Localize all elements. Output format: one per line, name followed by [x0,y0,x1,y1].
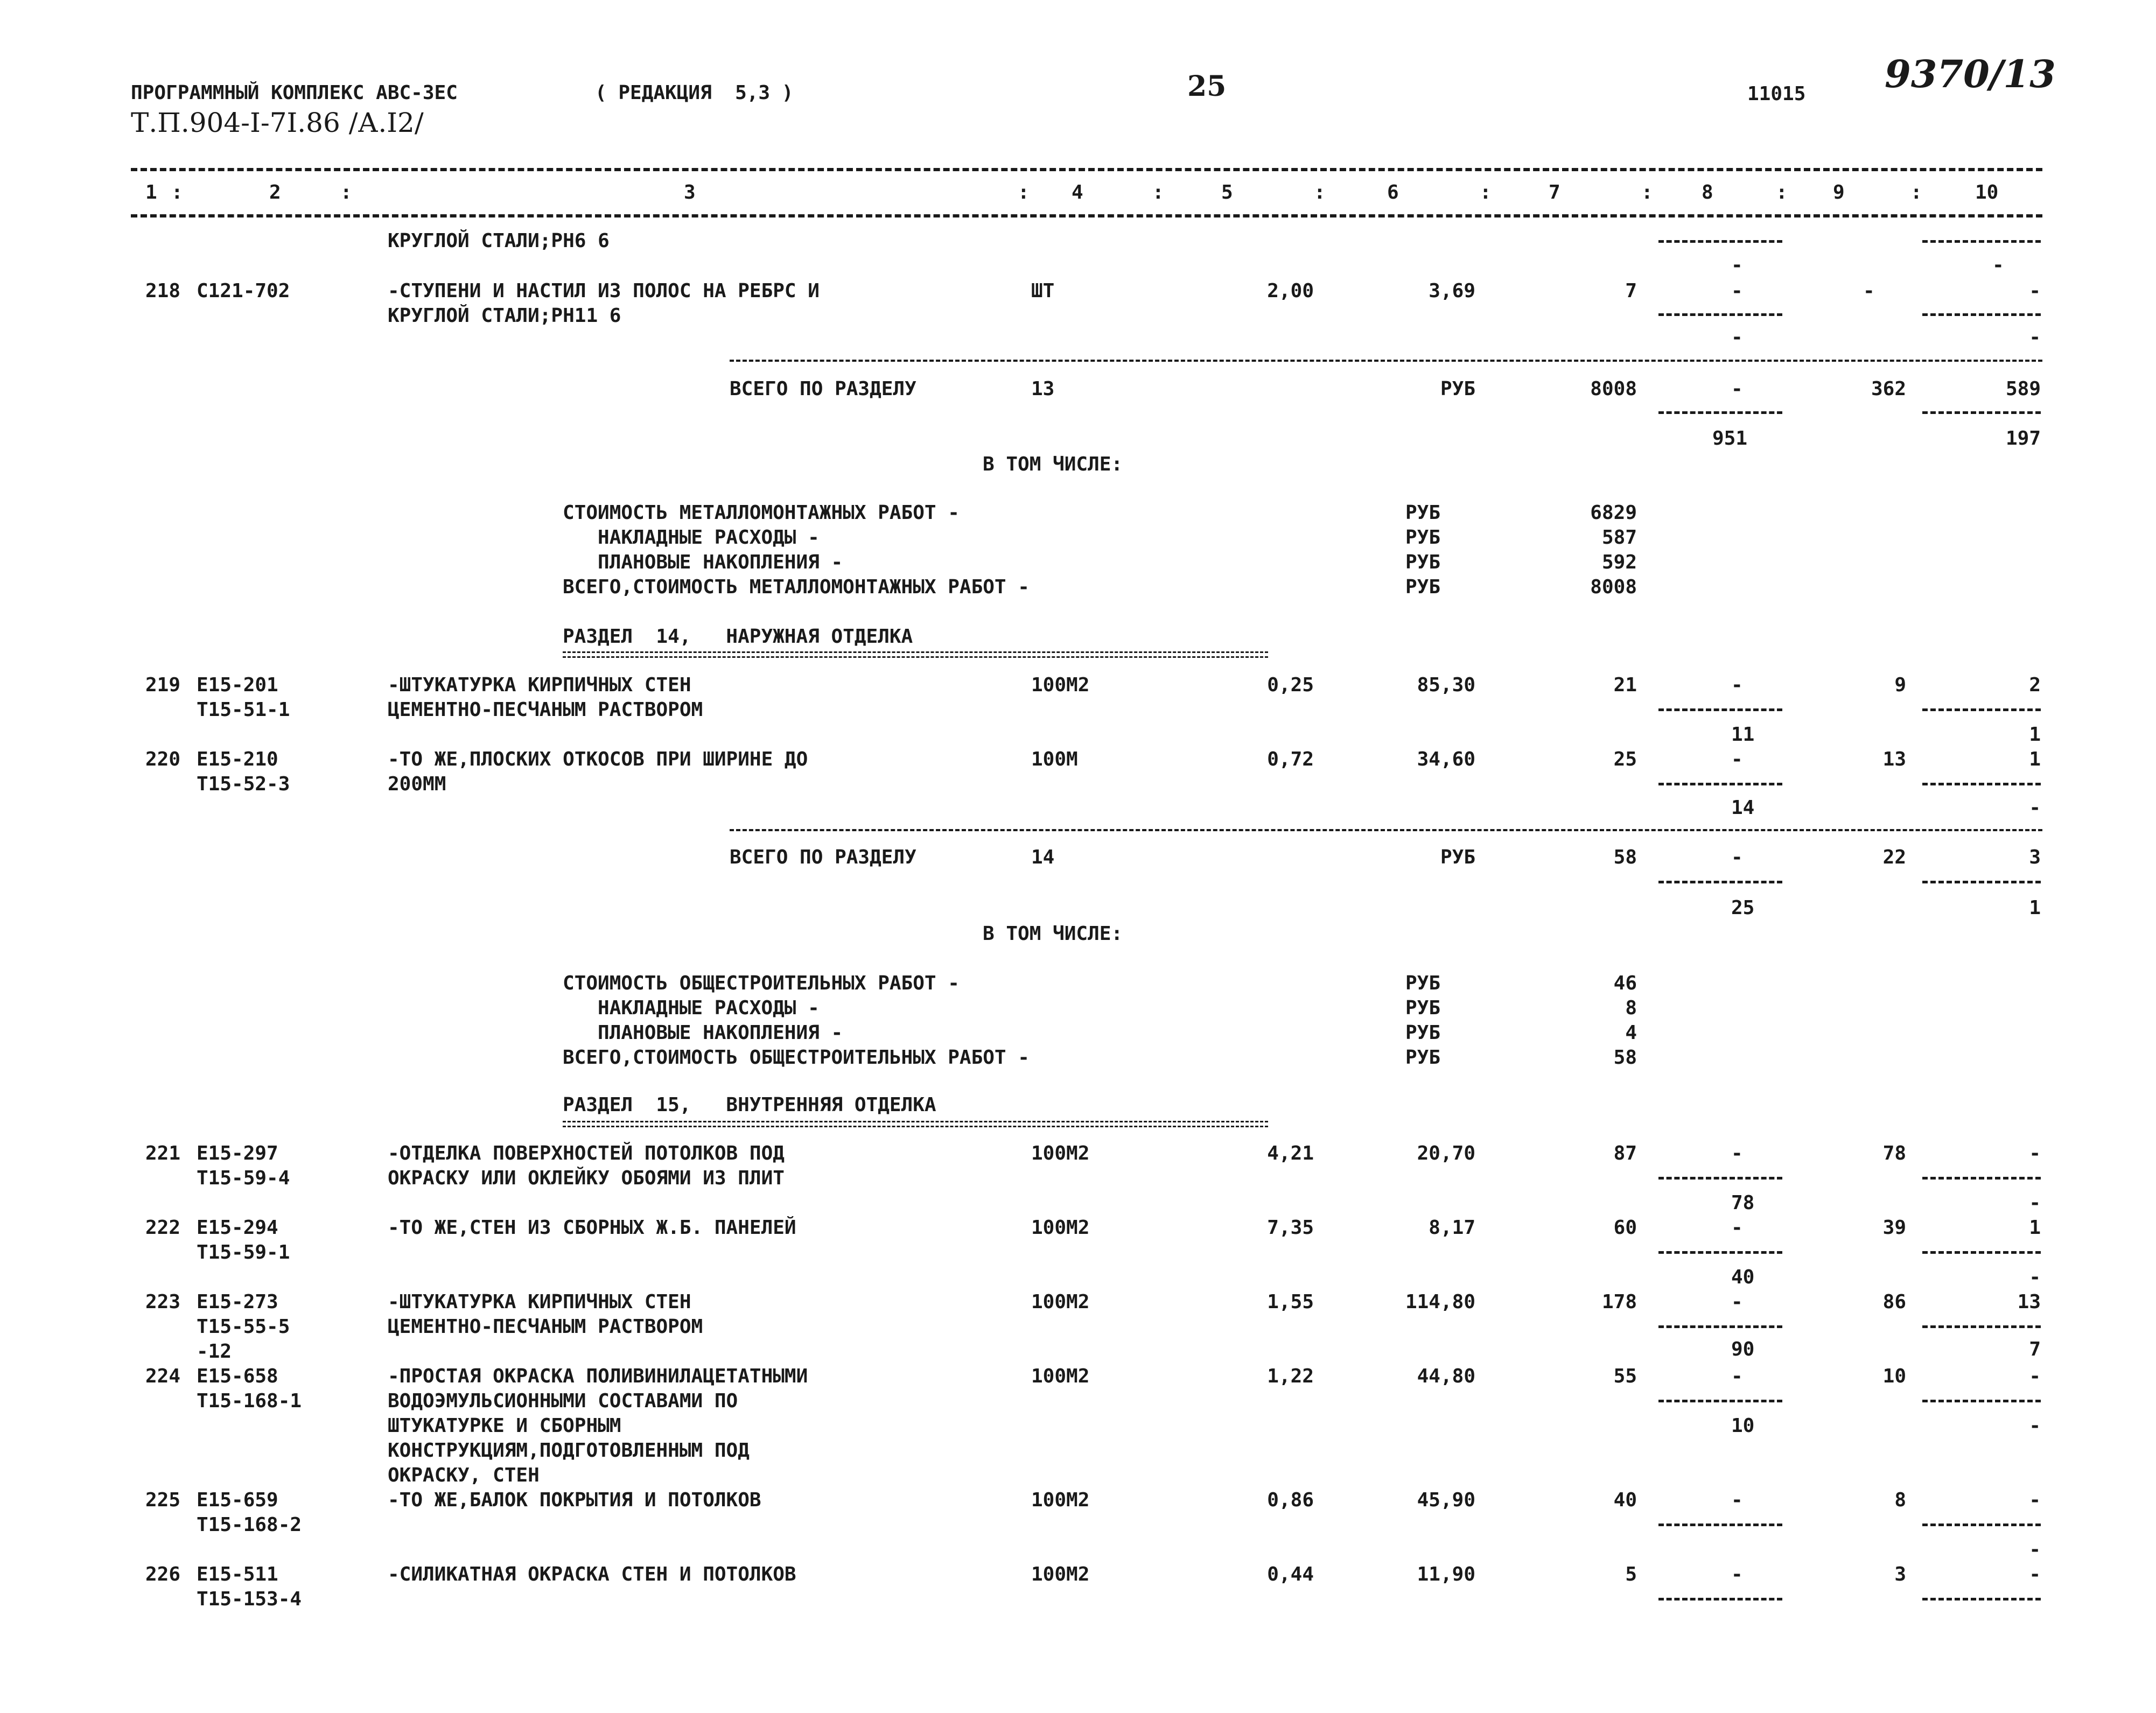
row-number: 221 [145,1142,181,1164]
cell-divider [1658,881,1782,883]
breakdown-unit: РУБ [1405,972,1441,994]
row-unit-price: 8,17 [1429,1217,1475,1239]
breakdown-label: ВСЕГО,СТОИМОСТЬ МЕТАЛЛОМОНТАЖНЫХ РАБОТ - [563,576,1030,598]
cell-divider [1658,411,1782,414]
row-col10-lower: - [2029,1415,2041,1437]
row-total: 87 [1613,1142,1637,1164]
breakdown-unit: РУБ [1405,576,1441,598]
row-total: 5 [1625,1563,1637,1585]
row-col10: - [2029,1142,2041,1164]
row-description-line: -СТУПЕНИ И НАСТИЛ ИЗ ПОЛОС НА РЕБРС И [388,280,820,302]
row-col8: - [1731,1489,1743,1511]
row-col10: - [2029,1563,2041,1585]
row-code: Т15-52-3 [197,773,290,795]
row-code: Е15-210 [197,748,278,770]
row-code: С121-702 [197,280,290,302]
row-col10-lower: - [2029,1192,2041,1214]
row-col8: - [1731,1365,1743,1387]
breakdown-unit: РУБ [1405,997,1441,1019]
column-number-6: 6 [1387,181,1399,203]
breakdown-unit: РУБ [1405,551,1441,573]
column-number-4: 4 [1072,181,1083,203]
table-top-rule [131,168,2042,171]
row-col9: 10 [1882,1365,1906,1387]
row-total: 21 [1613,674,1637,696]
row-description-line: -ТО ЖЕ,СТЕН ИЗ СБОРНЫХ Ж.Б. ПАНЕЛЕЙ [388,1217,796,1239]
cell-divider [1658,1524,1782,1526]
cell-divider [1922,1400,2041,1402]
row-total: 40 [1613,1489,1637,1511]
in-total-label: В ТОМ ЧИСЛЕ: [983,453,1123,475]
cell-divider [1922,313,2041,316]
breakdown-label: ПЛАНОВЫЕ НАКОПЛЕНИЯ - [563,551,843,573]
row-description-line: КОНСТРУКЦИЯМ,ПОДГОТОВЛЕННЫМ ПОД [388,1440,750,1462]
breakdown-value: 46 [1613,972,1637,994]
breakdown-unit: РУБ [1405,1047,1441,1069]
breakdown-value: 8 [1625,997,1637,1019]
cell-divider [1922,783,2041,785]
column-number-7: 7 [1549,181,1560,203]
column-number-8: 8 [1702,181,1713,203]
row-quantity: 2,00 [1267,280,1314,302]
row-quantity: 1,22 [1267,1365,1314,1387]
row-description-line: -ТО ЖЕ,ПЛОСКИХ ОТКОСОВ ПРИ ШИРИНЕ ДО [388,748,808,770]
column-number-10: 10 [1975,181,1999,203]
row-code: Т15-168-1 [197,1390,302,1412]
cell-divider [1658,1325,1782,1328]
row-description-line: -ТО ЖЕ,БАЛОК ПОКРЫТИЯ И ПОТОЛКОВ [388,1489,761,1511]
row-col10-lower: - [2029,1266,2041,1288]
cell-divider [1658,783,1782,785]
row-code: Т15-51-1 [197,699,290,721]
row-col8-lower: 40 [1731,1266,1755,1288]
row-number: 226 [145,1563,181,1585]
row-quantity: 1,55 [1267,1291,1314,1313]
row-col10-lower: 1 [2029,724,2041,746]
total-section-number: 13 [1031,378,1055,400]
row-col10-lower: - [2029,326,2041,348]
row-col9: 13 [1882,748,1906,770]
total-amount: 58 [1613,846,1637,868]
row-unit-price: 34,60 [1417,748,1475,770]
row-col8-lower: 10 [1731,1415,1755,1437]
row-number: 224 [145,1365,181,1387]
total-col10-lower: 197 [2005,427,2041,450]
column-number-2: 2 [269,181,281,203]
row-col10: 13 [2017,1291,2041,1313]
row-number: 220 [145,748,181,770]
row-total: 60 [1613,1217,1637,1239]
row-total: 25 [1613,748,1637,770]
cell-divider [1922,1598,2041,1600]
row-quantity: 0,44 [1267,1563,1314,1585]
row-number: 225 [145,1489,181,1511]
total-unit: РУБ [1440,378,1475,400]
row-col10: - [2029,1365,2041,1387]
breakdown-unit: РУБ [1405,502,1441,524]
row-unit-price: 20,70 [1417,1142,1475,1164]
row-col8-lower: 11 [1731,724,1755,746]
total-col9: 22 [1882,846,1906,868]
row-col8-lower: 78 [1731,1192,1755,1214]
total-col8-lower: 25 [1731,897,1755,919]
cell-divider [1658,240,1782,243]
page-number: 25 [1187,70,1227,103]
total-col8: - [1731,846,1743,868]
total-rule [730,829,2042,831]
row-description-line: ЦЕМЕНТНО-ПЕСЧАНЫМ РАСТВОРОМ [388,699,703,721]
program-name: ПРОГРАММНЫЙ КОМПЛЕКС АВС-ЗЕС [131,82,458,104]
table-header-rule [131,214,2042,217]
total-unit: РУБ [1440,846,1475,868]
total-label: ВСЕГО ПО РАЗДЕЛУ [730,378,916,400]
breakdown-value: 6829 [1590,502,1637,524]
row-col8-lower: 14 [1731,797,1755,819]
row-col9: 86 [1882,1291,1906,1313]
row-code: Е15-659 [197,1489,278,1511]
row-col8: - [1731,674,1743,696]
cell-divider [1922,240,2041,243]
row-total: 7 [1625,280,1637,302]
row-unit: 100М2 [1031,1142,1090,1164]
breakdown-value: 587 [1601,526,1637,549]
row-code: Е15-294 [197,1217,278,1239]
row-col10-lower: - [2029,797,2041,819]
cell-divider [1658,1251,1782,1254]
row-unit: 100М2 [1031,1291,1090,1313]
row-code: Е15-297 [197,1142,278,1164]
row-col8: - [1731,1217,1743,1239]
row-col8: - [1731,1291,1743,1313]
row-unit: 100М [1031,748,1078,770]
row-description-line: ЦЕМЕНТНО-ПЕСЧАНЫМ РАСТВОРОМ [388,1316,703,1338]
row-description-line: КРУГЛОЙ СТАЛИ;РН6 6 [388,230,610,252]
row-description-line: КРУГЛОЙ СТАЛИ;РН11 6 [388,305,621,327]
row-unit: 100М2 [1031,1365,1090,1387]
total-section-number: 14 [1031,846,1055,868]
breakdown-value: 8008 [1590,576,1637,598]
cell-divider [1658,1598,1782,1600]
row-code: Е15-658 [197,1365,278,1387]
row-description-line: -СИЛИКАТНАЯ ОКРАСКА СТЕН И ПОТОЛКОВ [388,1563,796,1585]
row-col8-lower: - [1731,326,1743,348]
breakdown-label: НАКЛАДНЫЕ РАСХОДЫ - [563,526,820,549]
row-description-line: ВОДОЭМУЛЬСИОННЫМИ СОСТАВАМИ ПО [388,1390,738,1412]
total-col9: 362 [1871,378,1906,400]
handwritten-number: 9370/13 [1885,52,2056,96]
total-col10-lower: 1 [2029,897,2041,919]
row-unit: 100М2 [1031,1563,1090,1585]
row-col9: - [1863,280,1875,302]
row-code: Т15-153-4 [197,1588,302,1610]
section-title: РАЗДЕЛ 14, НАРУЖНАЯ ОТДЕЛКА [563,626,913,648]
row-description-line: -ШТУКАТУРКА КИРПИЧНЫХ СТЕН [388,674,691,696]
row-col8-lower: 90 [1731,1338,1755,1360]
row-number: 222 [145,1217,181,1239]
breakdown-unit: РУБ [1405,1022,1441,1044]
cell-divider [1922,411,2041,414]
row-number: 223 [145,1291,181,1313]
row-quantity: 0,25 [1267,674,1314,696]
breakdown-label: НАКЛАДНЫЕ РАСХОДЫ - [563,997,820,1019]
row-code: Е15-201 [197,674,278,696]
row-col10: 1 [2029,748,2041,770]
row-description-line: -ПРОСТАЯ ОКРАСКА ПОЛИВИНИЛАЦЕТАТНЫМИ [388,1365,808,1387]
column-number-1: 1 [145,181,157,203]
total-col8: - [1731,378,1743,400]
row-col8: - [1731,748,1743,770]
cell-divider [1922,881,2041,883]
cell-divider [1658,313,1782,316]
row-code: Т15-55-5 [197,1316,290,1338]
row-col10: 2 [2029,674,2041,696]
breakdown-label: ПЛАНОВЫЕ НАКОПЛЕНИЯ - [563,1022,843,1044]
breakdown-value: 4 [1625,1022,1637,1044]
row-unit: 100М2 [1031,1217,1090,1239]
row-col8: - [1731,280,1743,302]
row-col10: - [2029,1489,2041,1511]
row-unit-price: 11,90 [1417,1563,1475,1585]
column-number-9: 9 [1833,181,1845,203]
cell-divider [1922,1251,2041,1254]
row-total: 178 [1601,1291,1637,1313]
breakdown-unit: РУБ [1405,526,1441,549]
row-col9: 8 [1894,1489,1906,1511]
row-col10-lower: - [2029,1539,2041,1561]
row-code: Т15-168-2 [197,1514,302,1536]
row-description-line: -ШТУКАТУРКА КИРПИЧНЫХ СТЕН [388,1291,691,1313]
row-unit: 100М2 [1031,1489,1090,1511]
row-description-line: 200ММ [388,773,446,795]
row-col8: - [1731,1563,1743,1585]
row-description-line: -ОТДЕЛКА ПОВЕРХНОСТЕЙ ПОТОЛКОВ ПОД [388,1142,785,1164]
section-underline [563,651,1268,658]
row-unit: 100М2 [1031,674,1090,696]
row-code: -12 [197,1340,232,1363]
row-total: 55 [1613,1365,1637,1387]
breakdown-label: СТОИМОСТЬ ОБЩЕСТРОИТЕЛЬНЫХ РАБОТ - [563,972,960,994]
row-code: Е15-273 [197,1291,278,1313]
cell-divider [1922,708,2041,711]
row-number: 219 [145,674,181,696]
row-unit-price: 45,90 [1417,1489,1475,1511]
total-col10: 589 [2005,378,2041,400]
row-col9: 3 [1894,1563,1906,1585]
row-number: 218 [145,280,181,302]
total-col10: 3 [2029,846,2041,868]
row-code: Т15-59-1 [197,1241,290,1263]
row-quantity: 0,86 [1267,1489,1314,1511]
row-col9: 78 [1882,1142,1906,1164]
cell-divider [1922,1177,2041,1180]
cell-divider [1658,1177,1782,1180]
breakdown-label: СТОИМОСТЬ МЕТАЛЛОМОНТАЖНЫХ РАБОТ - [563,502,960,524]
breakdown-value: 58 [1613,1047,1637,1069]
row-unit-price: 44,80 [1417,1365,1475,1387]
column-number-3: 3 [684,181,696,203]
row-quantity: 0,72 [1267,748,1314,770]
row-col9: 39 [1882,1217,1906,1239]
row-description-line: ОКРАСКУ ИЛИ ОКЛЕЙКУ ОБОЯМИ ИЗ ПЛИТ [388,1167,785,1189]
row-quantity: 4,21 [1267,1142,1314,1164]
row-col10: 1 [2029,1217,2041,1239]
section-title: РАЗДЕЛ 15, ВНУТРЕННЯЯ ОТДЕЛКА [563,1094,936,1116]
total-label: ВСЕГО ПО РАЗДЕЛУ [730,846,916,868]
edition-label: ( РЕДАКЦИЯ 5,3 ) [595,82,794,104]
cell-divider [1658,1400,1782,1402]
row-code: Е15-511 [197,1563,278,1585]
document-reference: Т.П.904-I-7I.86 /А.I2/ [131,107,424,138]
row-col8: - [1731,1142,1743,1164]
row-description-line: ШТУКАТУРКЕ И СБОРНЫМ [388,1415,621,1437]
row-unit-price: 3,69 [1429,280,1475,302]
total-col8-lower: 951 [1712,427,1748,450]
section-underline [563,1121,1268,1127]
row-unit-price: 85,30 [1417,674,1475,696]
cell-divider [1922,1325,2041,1328]
document-code: 11015 [1747,83,1806,105]
cell-divider [1658,708,1782,711]
row-description-line: ОКРАСКУ, СТЕН [388,1464,540,1486]
breakdown-value: 592 [1601,551,1637,573]
row-unit-price: 114,80 [1405,1291,1475,1313]
breakdown-label: ВСЕГО,СТОИМОСТЬ ОБЩЕСТРОИТЕЛЬНЫХ РАБОТ - [563,1047,1030,1069]
row-code: Т15-59-4 [197,1167,290,1189]
row-col10: - [2029,280,2041,302]
row-unit: ШТ [1031,280,1055,302]
in-total-label: В ТОМ ЧИСЛЕ: [983,923,1123,945]
cell-divider [1922,1524,2041,1526]
total-rule [730,360,2042,362]
total-amount: 8008 [1590,378,1637,400]
column-number-5: 5 [1221,181,1233,203]
row-col9: 9 [1894,674,1906,696]
row-quantity: 7,35 [1267,1217,1314,1239]
row-col10-lower: 7 [2029,1338,2041,1360]
